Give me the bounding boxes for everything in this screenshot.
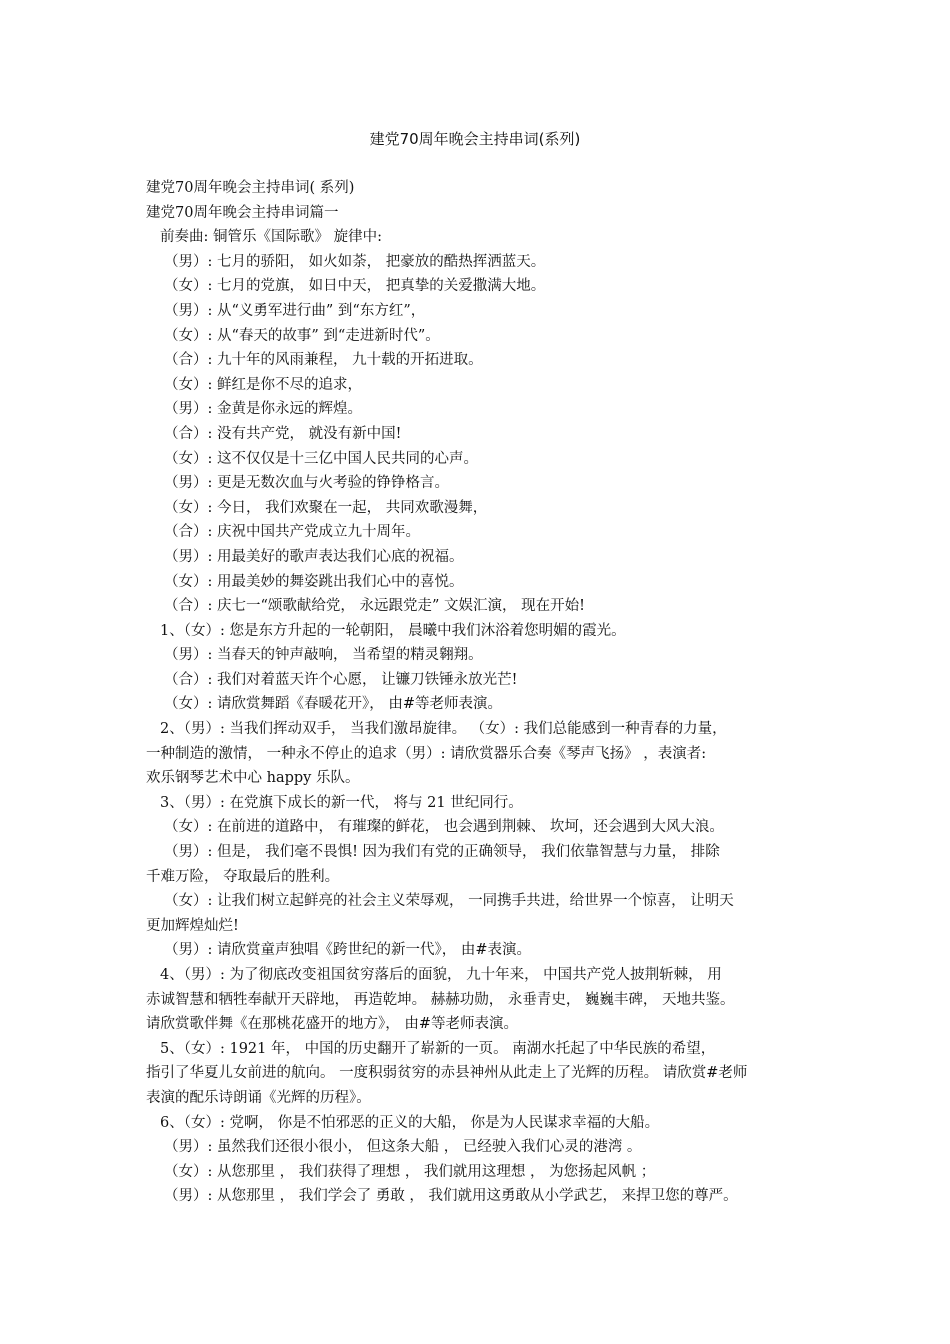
text-line: 6、（女）: 党啊， 你是不怕邪恶的正义的大船， 你是为人民谋求幸福的大船。	[160, 1114, 660, 1131]
text-line: 表演的配乐诗朗诵《光辉的历程》。	[146, 1089, 371, 1106]
text-line: （男）: 七月的骄阳， 如火如荼， 把豪放的酷热挥洒蓝天。	[164, 253, 546, 270]
text-line: （合）: 没有共产党， 就没有新中国!	[164, 425, 402, 442]
text-line: （合）: 庆祝中国共产党成立九十周年。	[164, 524, 420, 541]
text-line: （男）: 从您那里 ， 我们学会了 勇敢 ， 我们就用这勇敢从小学武艺， 来捍卫您的尊严。	[164, 1188, 738, 1205]
text-line: 指引了华夏儿女前进的航向。 一度积弱贫穷的赤县神州从此走上了光辉的历程。 请欣赏#老师	[146, 1065, 748, 1082]
text-line: （女）: 七月的党旗， 如日中天， 把真挚的关爱撒满大地。	[164, 278, 546, 295]
text-line: （男）: 但是， 我们毫不畏惧! 因为我们有党的正确领导， 我们依靠智慧与力量， 排除	[164, 844, 720, 861]
text-line: （男）: 请欣赏童声独唱《跨世纪的新一代》， 由#表演。	[164, 942, 532, 959]
text-line: （女）: 鲜红是你不尽的追求，	[164, 376, 362, 393]
text-line: 3、（男）: 在党旗下成长的新一代， 将与 21 世纪同行。	[160, 794, 523, 811]
text-line: （女）: 今日， 我们欢聚在一起， 共同欢歌漫舞，	[164, 499, 488, 516]
text-line: （女）: 从您那里 ， 我们获得了理想 ， 我们就用这理想 ， 为您扬起风帆 ；	[164, 1163, 656, 1180]
text-line: 前奏曲: 铜管乐《国际歌》 旋律中:	[160, 229, 382, 246]
text-line: （男）: 当春天的钟声敲响， 当希望的精灵翱翔。	[164, 647, 483, 664]
text-line: 赤诚智慧和牺牲奉献开天辟地， 再造乾坤。 赫赫功勋， 永垂青史， 巍巍丰碑， 天地共鉴。	[146, 991, 735, 1008]
text-line: 一种制造的激情， 一种永不停止的追求（男）: 请欣赏器乐合奏《琴声飞扬》 ，表演者:	[146, 745, 707, 762]
text-line: 千难万险， 夺取最后的胜利。	[146, 868, 340, 885]
text-line: （男）: 更是无数次血与火考验的铮铮格言。	[164, 475, 449, 492]
document-body	[146, 176, 826, 1209]
document-title: 建党70周年晚会主持串词(系列)	[369, 130, 581, 148]
heading-line: 建党70周年晚会主持串词篇一	[146, 204, 339, 221]
text-line: （女）: 从“春天的故事” 到“走进新时代”。	[164, 327, 440, 344]
text-line: （男）: 从“义勇军进行曲” 到“东方红”，	[164, 302, 426, 319]
text-line: 1、（女）: 您是东方升起的一轮朝阳， 晨曦中我们沐浴着您明媚的霞光。	[160, 622, 626, 639]
text-line: 4、（男）: 为了彻底改变祖国贫穷落后的面貌， 九十年来， 中国共产党人披荆斩棘， 用	[160, 967, 722, 983]
text-line: 欢乐钢琴艺术中心 happy 乐队。	[146, 770, 360, 787]
text-line: （合）: 九十年的风雨兼程， 九十载的开拓进取。	[164, 352, 483, 369]
text-line: 请欣赏歌伴舞《在那桃花盛开的地方》， 由#等老师表演。	[146, 1016, 519, 1033]
text-line: （合）: 我们对着蓝天许个心愿， 让镰刀铁锤永放光芒!	[164, 671, 518, 688]
text-line: （女）: 请欣赏舞蹈《春暖花开》， 由#等老师表演。	[164, 696, 503, 713]
text-line: 5、（女）: 1921 年， 中国的历史翻开了崭新的一页。 南湖水托起了中华民族的希望，	[160, 1040, 716, 1057]
heading-line: 建党70周年晚会主持串词( 系列)	[146, 180, 355, 196]
text-line: 更加辉煌灿烂!	[146, 917, 239, 934]
text-line: （女）: 在前进的道路中， 有璀璨的鲜花， 也会遇到荆棘、 坎坷，还会遇到大风大浪。	[164, 819, 724, 836]
text-line: （女）: 让我们树立起鲜亮的社会主义荣辱观， 一同携手共进，给世界一个惊喜， 让明天	[164, 893, 734, 910]
text-line: （男）: 虽然我们还很小很小， 但这条大船 ， 已经驶入我们心灵的港湾 。	[164, 1139, 642, 1156]
text-line: （女）: 用最美妙的舞姿跳出我们心中的喜悦。	[164, 573, 464, 590]
text-line: （女）: 这不仅仅是十三亿中国人民共同的心声。	[164, 450, 478, 467]
text-line: （合）: 庆七一“颂歌献给党， 永远跟党走” 文娱汇演， 现在开始!	[164, 598, 585, 615]
text-line: 2、（男）: 当我们挥动双手， 当我们激昂旋律。 （女）: 我们总能感到一种青春的力量，	[160, 721, 727, 738]
text-line: （男）: 金黄是你永远的辉煌。	[164, 401, 362, 418]
text-line: （男）: 用最美好的歌声表达我们心底的祝福。	[164, 548, 464, 565]
